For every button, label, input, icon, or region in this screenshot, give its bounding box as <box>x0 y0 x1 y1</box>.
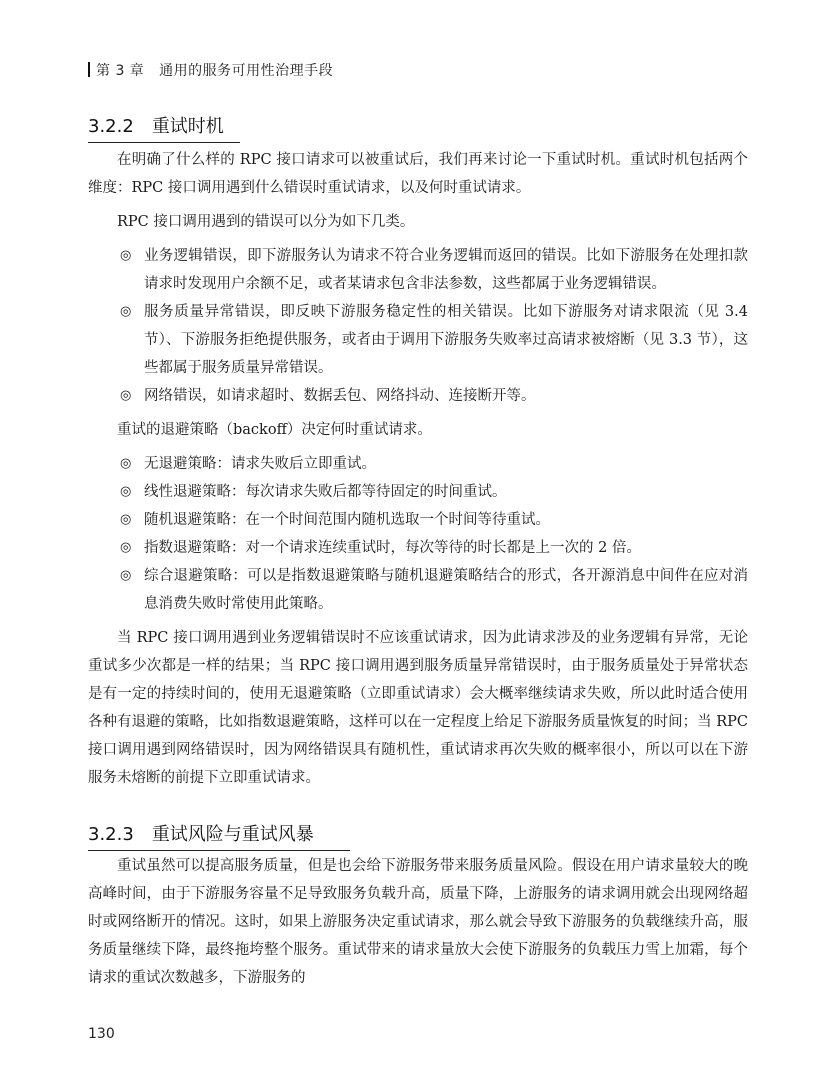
paragraph-retry-risk: 重试虽然可以提高服务质量，但是也会给下游服务带来服务质量风险。假设在用户请求量较大的晚高峰时间，由于下游服务容量不足导致服务负载升高，质量下降，上游服务的请求调用就会出现网络超时或网络断开的情况。这时，如果上游服务决定重试请求，那么就会导致下游服务的负载继续升高，服务质量继续下降，最终拖垮整个服务。重试带来的请求量放大会使下游服务的负载压力雪上加霜，每个请求的重试次数越多，下游服务的 <box>88 858 748 986</box>
list-item-text: 线性退避策略：每次请求失败后都等待固定的时间重试。 <box>144 484 507 500</box>
list-item-text: 网络错误，如请求超时、数据丢包、网络抖动、连接断开等。 <box>144 388 536 404</box>
list-item <box>88 478 748 506</box>
section-heading-3-2-2 <box>88 112 240 143</box>
header-chapter: 第 3 章 <box>96 63 145 79</box>
list-item <box>88 562 748 618</box>
bullet-icon: ◎ <box>120 512 132 527</box>
paragraph-conclusion: 当 RPC 接口调用遇到业务逻辑错误时不应该重试请求，因为此请求涉及的业务逻辑有异常，无论重试多少次都是一样的结果；当 RPC 接口调用遇到服务质量异常错误时，由于服务质量处于异常状态是有一定的持续时间的，使用无退避策略（立即重试请求）会大概率继续请求失败，所以此时适合使用各种有退避的策略，比如指数退避策略，这样可以在一定程度上给足下游服务质量恢复的时间；当 RPC 接口调用遇到网络错误时，因为网络错误具有随机性，重试请求再次失败的概率很小，所以可以在下游服务未熔断的前提下立即重试请求。 <box>88 630 748 786</box>
bullet-icon: ◎ <box>120 568 132 583</box>
paragraph-intro: 在明确了什么样的 RPC 接口请求可以被重试后，我们再来讨论一下重试时机。重试时机包括两个维度：RPC 接口调用遇到什么错误时重试请求，以及何时重试请求。 <box>88 152 748 196</box>
section-3-2-3-body <box>88 852 748 992</box>
list-item <box>88 382 748 410</box>
paragraph-backoff-intro: 重试的退避策略（backoff）决定何时重试请求。 <box>117 422 432 438</box>
backoff-strategies-list <box>88 450 748 618</box>
bullet-icon: ◎ <box>120 540 132 555</box>
list-item-text: 随机退避策略：在一个时间范围内随机选取一个时间等待重试。 <box>144 512 550 528</box>
list-item <box>88 298 748 382</box>
list-item-text: 指数退避策略：对一个请求连续重试时，每次等待的时长都是上一次的 2 倍。 <box>144 540 641 556</box>
list-item <box>88 506 748 534</box>
list-item <box>88 534 748 562</box>
page-number: 130 <box>88 1026 115 1042</box>
section-3-2-2-body <box>88 146 748 792</box>
error-types-list <box>88 242 748 410</box>
list-item <box>88 242 748 298</box>
list-item <box>88 450 748 478</box>
bullet-icon: ◎ <box>120 456 132 471</box>
paragraph-errors-intro: RPC 接口调用遇到的错误可以分为如下几类。 <box>117 214 415 230</box>
list-item-text: 综合退避策略：可以是指数退避策略与随机退避策略结合的形式，各开源消息中间件在应对消息消费失败时常使用此策略。 <box>144 568 748 612</box>
section-number: 3.2.2 <box>88 116 134 137</box>
list-item-text: 服务质量异常错误，即反映下游服务稳定性的相关错误。比如下游服务对请求限流（见 3.4 节）、下游服务拒绝提供服务，或者由于调用下游服务失败率过高请求被熔断（见 3.3 节），这些都属于服务质量异常错误。 <box>144 304 748 376</box>
header-title: 通用的服务可用性治理手段 <box>159 63 334 79</box>
list-item-text: 无退避策略：请求失败后立即重试。 <box>144 456 376 472</box>
section-title: 重试时机 <box>151 116 224 137</box>
bullet-icon: ◎ <box>120 304 132 319</box>
bullet-icon: ◎ <box>120 484 132 499</box>
section-title: 重试风险与重试风暴 <box>151 824 314 845</box>
header-bar <box>88 62 90 77</box>
section-number: 3.2.3 <box>88 824 134 845</box>
list-item-text: 业务逻辑错误，即下游服务认为请求不符合业务逻辑而返回的错误。比如下游服务在处理扣款请求时发现用户余额不足，或者某请求包含非法参数，这些都属于业务逻辑错误。 <box>144 248 748 292</box>
running-header <box>88 60 333 80</box>
bullet-icon: ◎ <box>120 248 132 263</box>
bullet-icon: ◎ <box>120 388 132 403</box>
section-heading-3-2-3 <box>88 820 350 851</box>
